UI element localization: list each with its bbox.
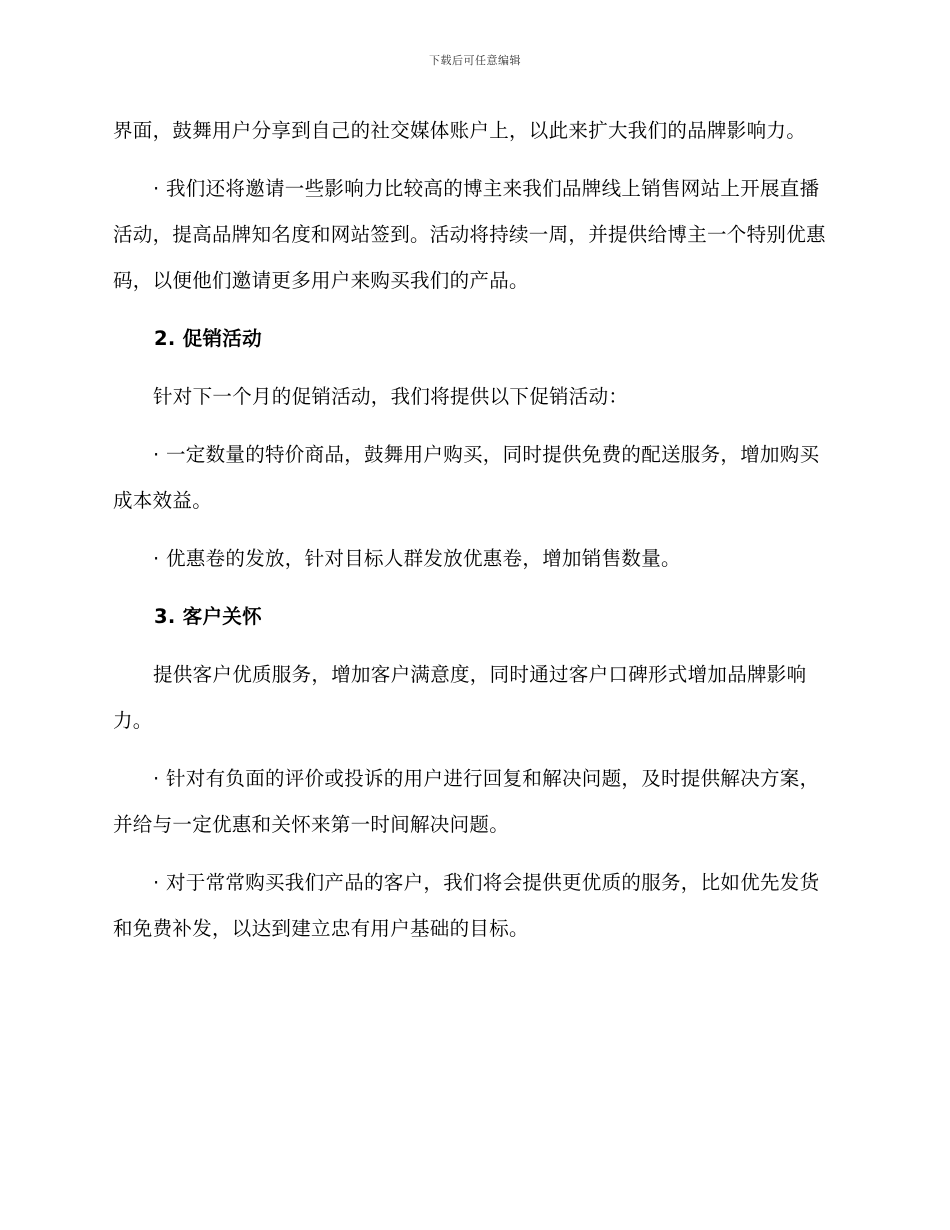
paragraph-social-share: 界面，鼓舞用户分享到自己的社交媒体账户上，以此来扩大我们的品牌影响力。: [113, 119, 807, 142]
paragraph-complaint-handling: · 针对有负面的评价或投诉的用户进行回复和解决问题，及时提供解决方案，并给与一定优惠和关怀来第一时间解决问题。: [113, 767, 820, 836]
section-heading-customer-care: 3. 客户关怀: [154, 605, 262, 628]
paragraph-customer-care-intro: 提供客户优质服务，增加客户满意度，同时通过客户口碑形式增加品牌影响力。: [113, 663, 807, 732]
page-header-note: 下载后可任意编辑: [429, 54, 521, 67]
section-heading-promotions: 2. 促销活动: [154, 327, 262, 350]
paragraph-loyal-customers: · 对于常常购买我们产品的客户，我们将会提供更优质的服务，比如优先发货和免费补发，以达到建立忠有用户基础的目标。: [113, 871, 820, 940]
paragraph-blogger-live: · 我们还将邀请一些影响力比较高的博主来我们品牌线上销售网站上开展直播活动，提高品牌知名度和网站签到。活动将持续一周，并提供给博主一个特别优惠码，以便他们邀请更多用户来购买我们的产品。: [113, 177, 826, 292]
document-body: [113, 108, 835, 964]
paragraph-special-goods: · 一定数量的特价商品，鼓舞用户购买，同时提供免费的配送服务，增加购买成本效益。: [113, 443, 820, 512]
paragraph-promotions-intro: 针对下一个月的促销活动，我们将提供以下促销活动：: [153, 385, 629, 408]
paragraph-coupons: · 优惠卷的发放，针对目标人群发放优惠卷，增加销售数量。: [153, 547, 681, 570]
